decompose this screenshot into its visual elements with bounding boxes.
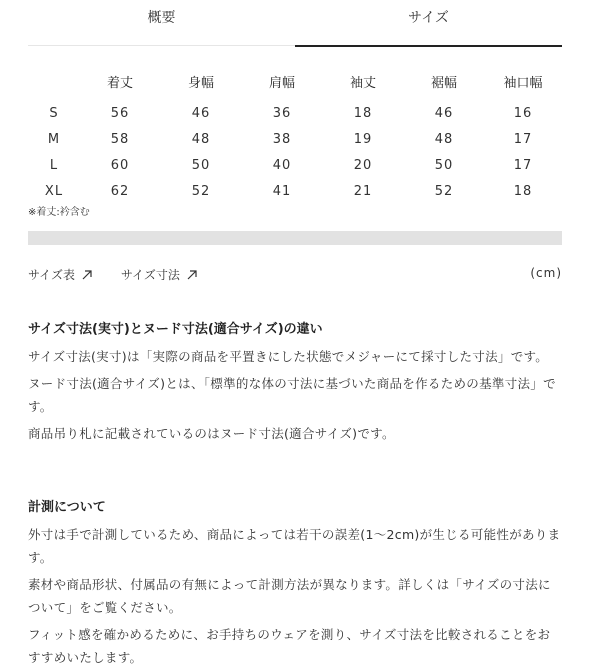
table-cell: 50: [434, 157, 454, 173]
size-table: [28, 62, 562, 204]
table-cell: 41: [272, 183, 292, 199]
table-cell: 18: [513, 183, 533, 199]
table-cell: 21: [353, 183, 373, 199]
table-cell: 46: [191, 105, 211, 121]
size-label: S: [49, 105, 59, 121]
table-cell: 16: [513, 105, 533, 121]
size-label: L: [49, 157, 59, 173]
unit-label: (cm): [530, 266, 562, 280]
header-width: 身幅: [187, 75, 214, 91]
table-cell: 18: [353, 105, 373, 121]
size-label: M: [47, 131, 61, 147]
header-cuff: 袖口幅: [503, 75, 543, 91]
section-paragraph: フィット感を確かめるために、お手持ちのウェアを測り、サイズ寸法を比較されることをおすすめいたします。: [28, 627, 551, 665]
table-cell: 38: [272, 131, 292, 147]
size-chart-link[interactable]: [28, 266, 93, 283]
table-header-row: [28, 62, 562, 100]
table-cell: 60: [110, 157, 130, 173]
external-arrow-icon: [81, 269, 93, 281]
section-paragraph: 素材や商品形状、付属品の有無によって計測方法が異なります。詳しくは「サイズの寸法について」をご覧ください。: [28, 577, 551, 615]
table-cell: 40: [272, 157, 292, 173]
size-links: [28, 266, 222, 283]
table-row: [28, 126, 562, 152]
table-corner: [28, 62, 80, 100]
size-measure-link[interactable]: [121, 266, 198, 283]
table-cell: 58: [110, 131, 130, 147]
section-paragraph: 商品吊り札に記載されているのはヌード寸法(適合サイズ)です。: [28, 426, 395, 441]
table-cell: 36: [272, 105, 292, 121]
table-cell: 48: [191, 131, 211, 147]
tab-bar: [28, 0, 562, 46]
tab-overview[interactable]: 概要: [147, 10, 176, 26]
table-row: [28, 178, 562, 204]
length-note: ※着丈:衿含む: [28, 207, 90, 218]
size-chart-link-label: サイズ表: [28, 268, 76, 282]
table-cell: 17: [513, 157, 533, 173]
table-cell: 20: [353, 157, 373, 173]
size-measure-link-label: サイズ寸法: [120, 268, 180, 282]
divider-bar: [28, 231, 562, 245]
section-title: 計測について: [28, 500, 106, 515]
section-paragraph: 外寸は手で計測しているため、商品によっては若干の誤差(1〜2cm)が生じる可能性があります。: [28, 527, 561, 565]
section-measurement: [28, 496, 562, 672]
header-length: 着丈: [106, 75, 133, 91]
table-cell: 50: [191, 157, 211, 173]
section-paragraph: サイズ寸法(実寸)は「実際の商品を平置きにした状態でメジャーにて採寸した寸法」です。: [28, 349, 549, 364]
table-cell: 17: [513, 131, 533, 147]
table-cell: 46: [434, 105, 454, 121]
table-cell: 19: [353, 131, 373, 147]
table-cell: 52: [191, 183, 211, 199]
header-shoulder: 肩幅: [268, 75, 295, 91]
header-sleeve: 袖丈: [349, 75, 376, 91]
table-cell: 56: [110, 105, 130, 121]
table-cell: 62: [110, 183, 130, 199]
size-label: XL: [44, 183, 64, 199]
table-row: [28, 100, 562, 126]
section-paragraph: ヌード寸法(適合サイズ)とは、「標準的な体の寸法に基づいた商品を作るための基準寸法」です。: [28, 376, 556, 414]
external-arrow-icon: [186, 269, 198, 281]
table-cell: 48: [434, 131, 454, 147]
section-title: サイズ寸法(実寸)とヌード寸法(適合サイズ)の違い: [28, 322, 323, 337]
table-row: [28, 152, 562, 178]
tab-size[interactable]: サイズ: [295, 0, 562, 46]
table-cell: 52: [434, 183, 454, 199]
header-hem: 裾幅: [430, 75, 457, 91]
section-size-difference: [28, 318, 562, 449]
